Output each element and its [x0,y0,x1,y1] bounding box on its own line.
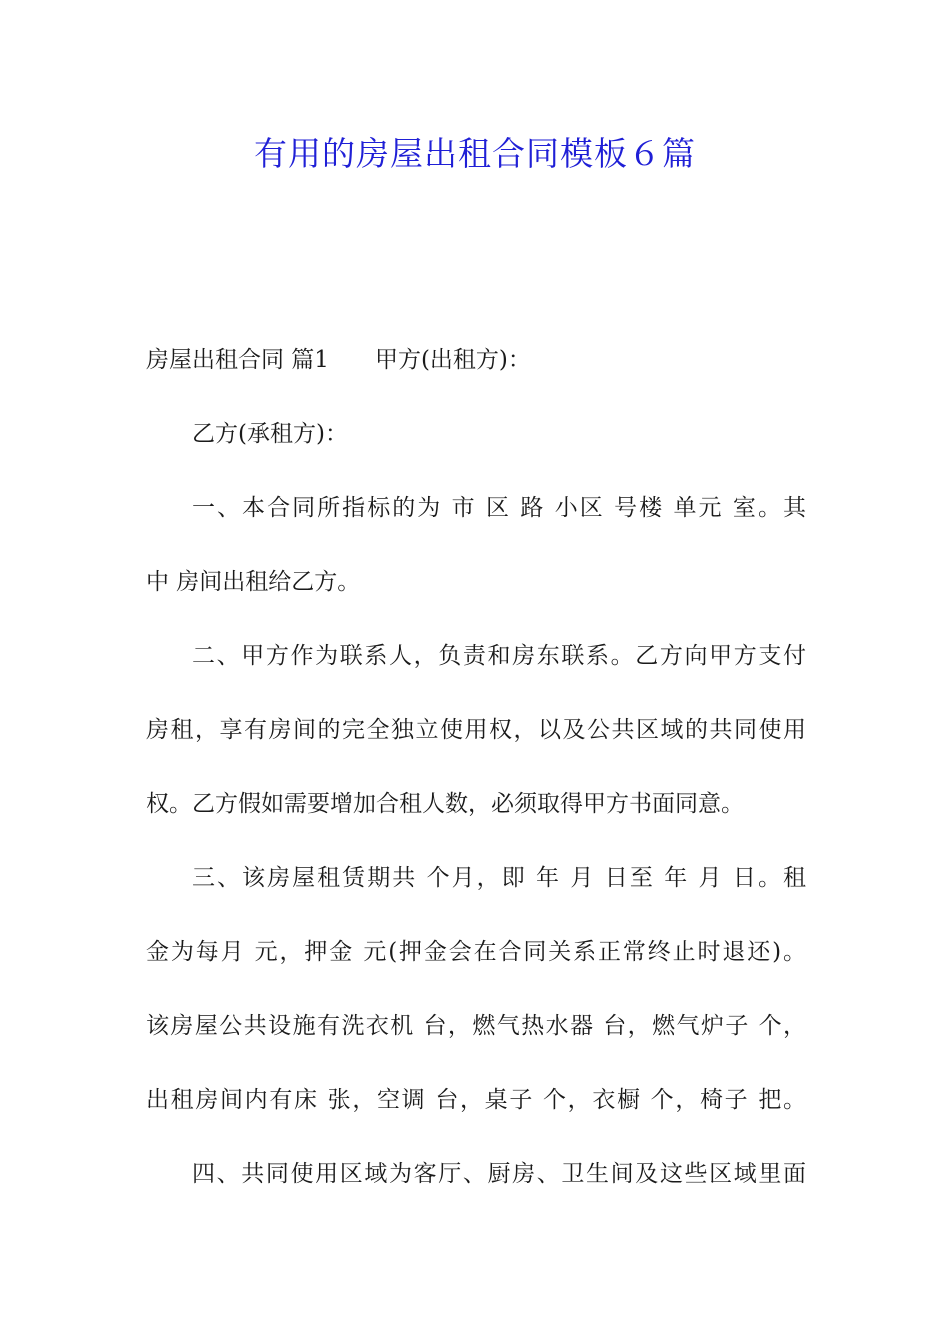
clause-3-line-3: 该房屋公共设施有洗衣机 台，燃气热水器 台，燃气炉子 个， [146,1013,806,1039]
party-b-line: 乙方(承租方)： [192,421,348,447]
clause-1-line-1: 一、本合同所指标的为 市 区 路 小区 号楼 单元 室。其 [192,495,806,521]
clause-2-line-3: 权。乙方假如需要增加合租人数，必须取得甲方书面同意。 [146,791,744,817]
contract-body [146,323,806,1211]
document-title: 有用的房屋出租合同模板６篇 [254,134,696,173]
clause-3-line-1: 三、该房屋租赁期共 个月，即 年 月 日至 年 月 日。租 [192,865,806,891]
clause-3-line-2: 金为每月 元，押金 元(押金会在合同关系正常终止时退还)。 [146,939,806,965]
section-label: 房屋出租合同 篇1 [146,347,329,373]
clause-1-line-2: 中 房间出租给乙方。 [146,569,361,595]
clause-2-line-1: 二、甲方作为联系人，负责和房东联系。乙方向甲方支付 [192,643,806,669]
party-a-label: 甲方(出租方)： [374,347,531,373]
clause-3-line-4: 出租房间内有床 张，空调 台，桌子 个，衣橱 个，椅子 把。 [146,1087,806,1113]
clause-4-line-1: 四、共同使用区域为客厅、厨房、卫生间及这些区域里面 [192,1161,806,1187]
clause-2-line-2: 房租，享有房间的完全独立使用权，以及公共区域的共同使用 [146,717,806,743]
section-heading-line [146,323,806,397]
